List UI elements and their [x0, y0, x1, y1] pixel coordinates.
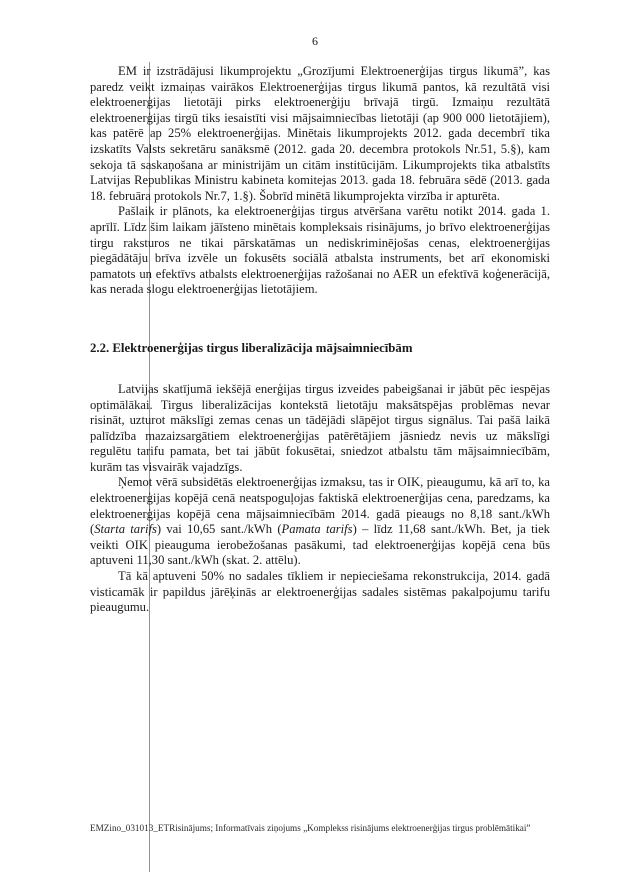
paragraph-sadales-tikli: Tā kā aptuveni 50% no sadales tīkliem ir nepieciešama rekonstrukcija, 2014. gadā visticamāk ir papildus jārēķinās ar elektroenerģijas sadales sistēmas pakalpojumu tarifu pieaugumu. — [90, 569, 550, 615]
document-body — [90, 64, 550, 616]
oik-text-part-3: ) – līdz 11,68 sant./kWh. Bet, ja tiek veikti OIK pieauguma ierobežošanas pasākumi, tad elektroenerģijas kopējā cena būs aptuveni 11,30 sant./kWh (skat. 2. attēlu). — [90, 522, 550, 568]
starta-tarifs-term: Starta tarifs — [94, 522, 157, 537]
oik-text-part-1: Ņemot vērā subsidētās elektroenerģijas izmaksu, tas ir OIK, pieaugumu, kā arī to, ka elektroenerģijas kopējā cenā neatspoguļojas faktiskā elektroenerģijas cena, paredzams, ka elektroenerģijas kopējā cena mājsaimniecībām 2014. gadā pieaugs no 8,18 sant./kWh ( — [90, 475, 550, 537]
paragraph-tirgus-atversana: Pašlaik ir plānots, ka elektroenerģijas tirgus atvēršana varētu notikt 2014. gada 1. aprīlī. Līdz šim laikam jāīsteno minētais kompleksais risinājums, jo brīvo elektroenerģijas tirgu raksturos ne tikai pārskatāmas un nediskriminējošas cenas, elektroenerģijas piegādātāju brīva izvēle un fokusēts sociālā atbalsta instruments, bet arī ekonomiski pamatots un efektīvs atbalsts elektroenerģijas ražošanai no AER un efektīvā koģenerācijā, kas nerada slogu elektroenerģijas lietotājiem. — [90, 204, 550, 297]
paragraph-latvijas-skatijuma: Latvijas skatījumā iekšējā enerģijas tirgus izveides pabeigšanai ir jābūt pēc iespējas optimālākai. Tirgus liberalizācijas kontekstā lietotāju maksātspējas problēmas nevar risināt, uzturot mākslīgi zemas cenas un tādējādi slāpējot tirgus signālus. Tai pašā laikā palīdzība mazaizsargātiem elektroenerģijas patērētājiem jāsniedz nevis uz mākslīgi regulētu tarifu pamata, bet tai jābūt fokusētai, sniedzot atbalstu tām mājsaimniecībām, kurām tas visvairāk vajadzīgs. — [90, 381, 550, 474]
pamata-tarifs-term: Pamata tarifs — [281, 522, 353, 537]
document-footer: EMZino_031013_ETRisinājums; Informatīvais ziņojums „Komplekss risinājums elektroenerģijas tirgus problēmātikai” — [90, 823, 531, 833]
paragraph-likumprojekts: EM ir izstrādājusi likumprojektu „Grozījumi Elektroenerģijas tirgus likumā”, kas paredz veikt izmaiņas vairākos Elektroenerģijas tirgus likumā pantos, kā rezultātā visi elektroenerģijas lietotāji pirks elektroenerģiju brīvajā tirgū. Izmaiņu rezultātā elektroenerģijas tirgū tiks iesaistīti visi mājsaimniecības lietotāji (ap 900 000 lietotājiem), kas patērē ap 25% elektroenerģijas. Minētais likumprojekts 2012. gada decembrī tika izskatīts Valsts sekretāru sanāksmē (2012. gada 20. decembra protokols Nr.51, 5.§), kam sekoja tā saskaņošana ar ministrijām un citām institūcijām. Likumprojekts tika atbalstīts Latvijas Republikas Ministru kabineta komitejas 2013. gada 18. februāra sēdē (2013. gada 18. februāra protokols Nr.7, 1.§). Šobrīd minētā likumprojekta virzība ir apturēta. — [90, 64, 550, 203]
page-number: 6 — [312, 34, 318, 48]
paragraph-oik-pieaugums — [90, 475, 550, 569]
section-heading: 2.2. Elektroenerģijas tirgus liberalizācija mājsaimniecībām — [90, 340, 413, 355]
oik-text-part-2: ) vai 10,65 sant./kWh ( — [156, 522, 282, 537]
